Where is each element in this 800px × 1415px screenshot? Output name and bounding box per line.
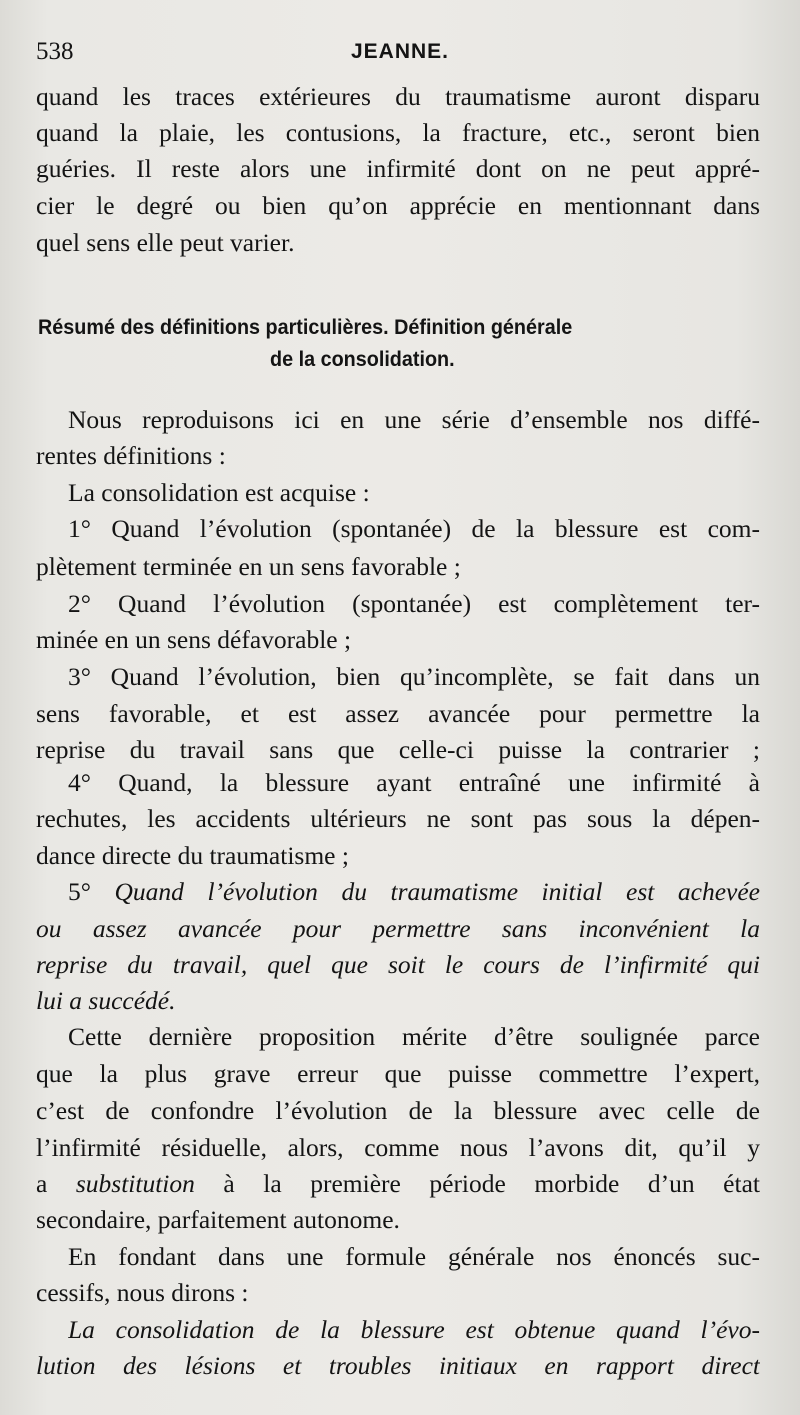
text-line: secondaire, parfaitement autonome. [36, 1205, 400, 1234]
item-number: 5° [68, 877, 115, 906]
text-line: reprise du travail sans que celle-ci puisse la contrarier ; [36, 735, 760, 764]
text-line: quand les traces extérieures du traumatisme auront disparu [36, 82, 760, 111]
text-line: ou assez avancée pour permettre sans inconvénient la [36, 914, 760, 943]
list-item: 1° Quand l’évolution (spontanée) de la blessure est com- [68, 514, 760, 543]
text-line: cier le degré ou bien qu’on apprécie en mentionnant dans [36, 191, 760, 220]
text-line: lui a succédé. [36, 986, 176, 1015]
text-line [36, 1167, 760, 1201]
text-line: plètement terminée en un sens favorable ; [36, 552, 461, 581]
text-line: lution des lésions et troubles initiaux en rapport direct [36, 1351, 760, 1380]
text-line: Cette dernière proposition mérite d’être soulignée parce [68, 1022, 760, 1051]
text-line: quand la plaie, les contusions, la fracture, etc., seront bien [36, 118, 760, 147]
text-line: c’est de confondre l’évolution de la blessure avec celle de [36, 1096, 760, 1125]
text-line: l’infirmité résiduelle, alors, comme nous l’avons dit, qu’il y [36, 1133, 760, 1162]
text-line: dance directe du traumatisme ; [36, 841, 349, 870]
text-line: La consolidation de la blessure est obtenue quand l’évo- [68, 1315, 760, 1344]
text-line: La consolidation est acquise : [68, 478, 370, 507]
text-line: rentes définitions : [36, 441, 226, 470]
text-line: Nous reproduisons ici en une série d’ensemble nos diffé- [68, 405, 760, 434]
text-line: quel sens elle peut varier. [36, 228, 295, 257]
text-fragment: à la première période morbide d’un état [194, 1169, 760, 1198]
italic-text: Quand l’évolution du traumatisme initial est achevée [114, 877, 760, 906]
text-fragment: a [36, 1169, 76, 1198]
text-line: minée en un sens défavorable ; [36, 625, 352, 654]
emphasis-text: substitution [75, 1169, 195, 1198]
section-heading-line-2: de la consolidation. [270, 347, 455, 371]
text-line: guéries. Il reste alors une infirmité dont on ne peut appré- [36, 154, 760, 183]
text-line: sens favorable, et est assez avancée pour permettre la [36, 699, 760, 728]
list-item: 3° Quand l’évolution, bien qu’incomplète, se fait dans un [68, 662, 760, 691]
text-line: que la plus grave erreur que puisse commettre l’expert, [36, 1059, 760, 1088]
running-title: JEANNE. [350, 40, 450, 63]
text-line: reprise du travail, quel que soit le cours de l’infirmité qui [36, 950, 760, 979]
list-item: 4° Quand, la blessure ayant entraîné une infirmité à [68, 768, 760, 797]
section-heading-line-1: Résumé des définitions particulières. Définition générale [38, 315, 573, 339]
text-line: En fondant dans une formule générale nos énoncés suc- [68, 1242, 760, 1271]
page-number: 538 [36, 38, 74, 65]
list-item [68, 875, 760, 909]
text-line: rechutes, les accidents ultérieurs ne sont pas sous la dépen- [36, 804, 760, 833]
text-line: cessifs, nous dirons : [36, 1278, 249, 1307]
list-item: 2° Quand l’évolution (spontanée) est complètement ter- [68, 589, 760, 618]
